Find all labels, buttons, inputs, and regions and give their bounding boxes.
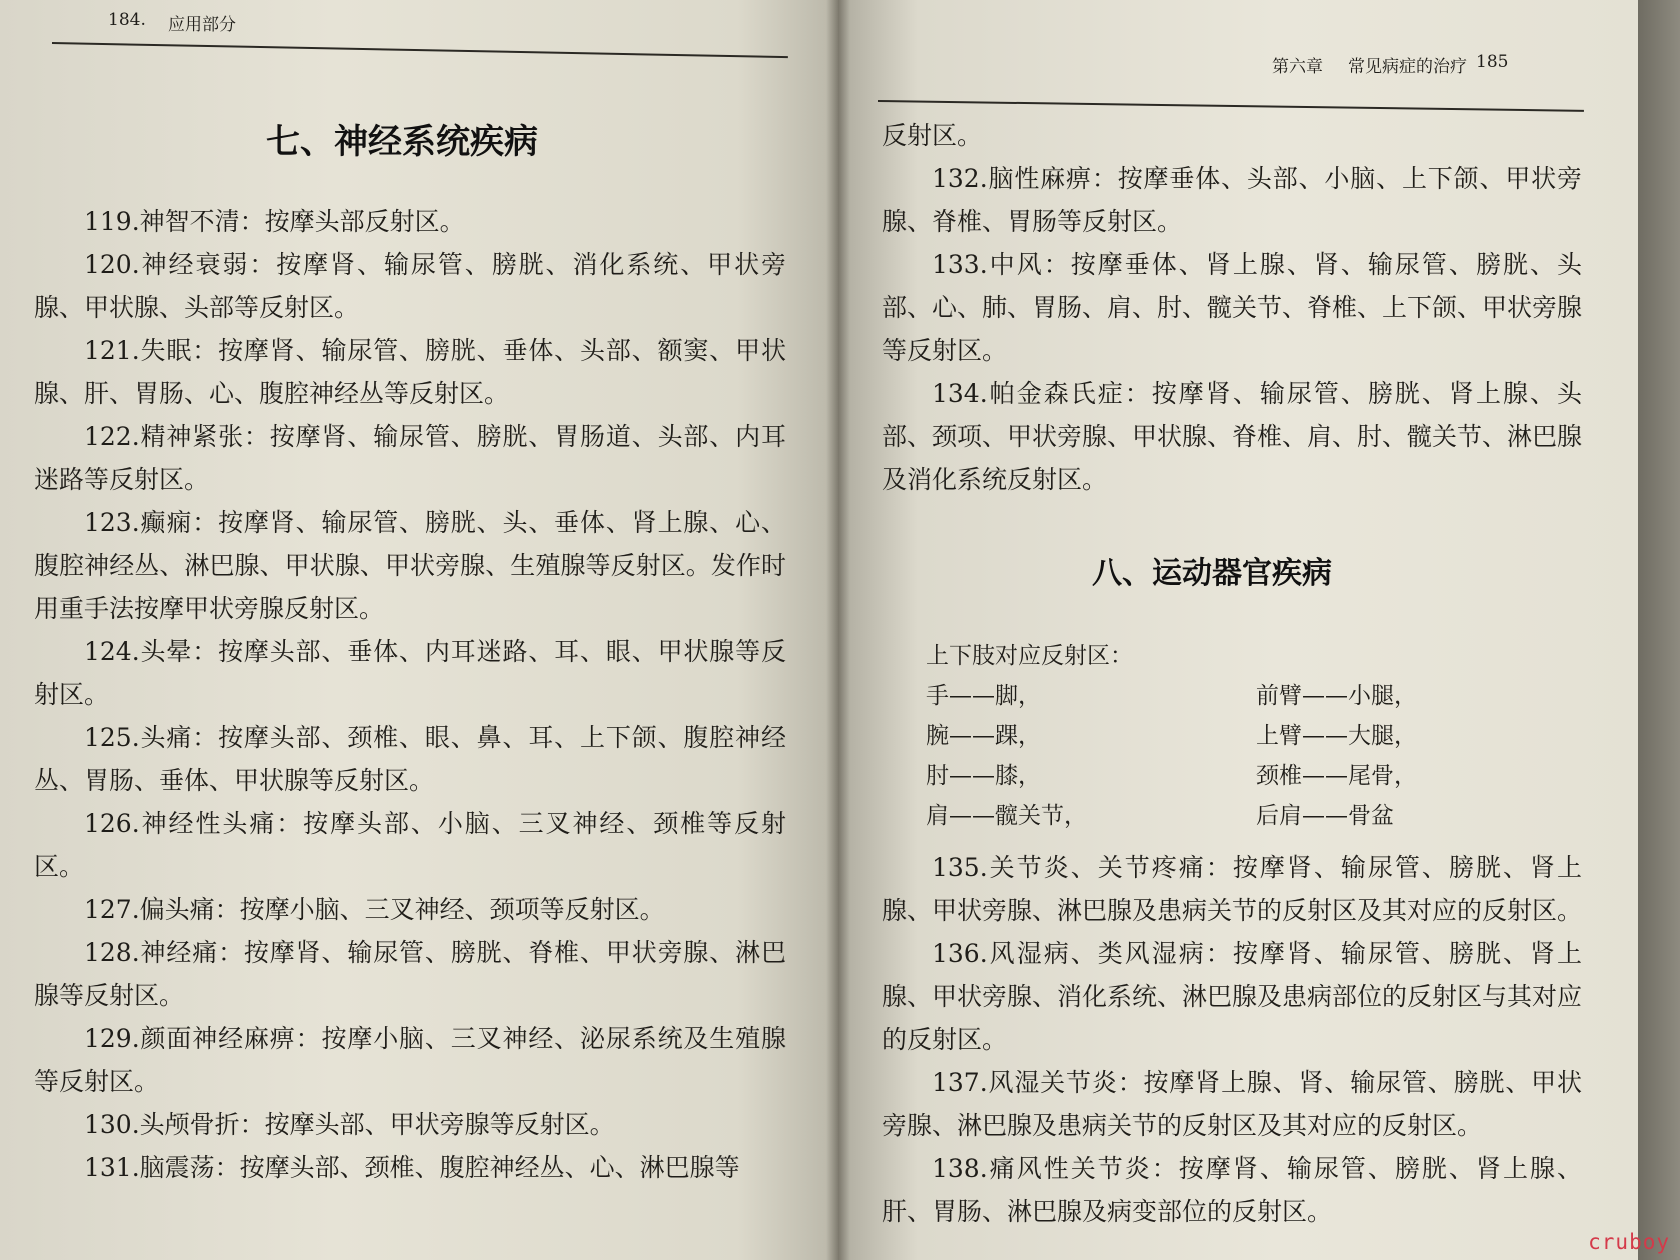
right-continuation	[882, 114, 1582, 157]
mapping-right: 颈椎——尾骨，	[1256, 763, 1417, 789]
entry-paragraph: 120.神经衰弱：按摩肾、输尿管、膀胱、消化系统、甲状旁腺、甲状腺、头部等反射区。	[34, 250, 786, 322]
entry-paragraph: 137.风湿关节炎：按摩肾上腺、肾、输尿管、膀胱、甲状旁腺、淋巴腺及患病关节的反射区及其对应的反射区。	[882, 1068, 1582, 1140]
entry-paragraph: 121.失眠：按摩肾、输尿管、膀胱、垂体、头部、额窦、甲状腺、肝、胃肠、心、腹腔神经丛等反射区。	[34, 336, 786, 408]
left-section-heading: 七、神经系统疾病	[266, 122, 538, 162]
right-entries-b	[882, 846, 1582, 1233]
left-running-header: 应用部分	[168, 15, 236, 35]
mapping-right: 上臂——大腿，	[1256, 723, 1417, 749]
mapping-right: 前臂——小腿，	[1256, 683, 1417, 709]
entry-paragraph: 136.风湿病、类风湿病：按摩肾、输尿管、膀胱、肾上腺、甲状旁腺、消化系统、淋巴腺及患病部位的反射区与其对应的反射区。	[882, 939, 1583, 1054]
entry-paragraph: 123.癫痫：按摩肾、输尿管、膀胱、头、垂体、肾上腺、心、腹腔神经丛、淋巴腺、甲状腺、甲状旁腺、生殖腺等反射区。发作时用重手法按摩甲状旁腺反射区。	[34, 508, 786, 623]
continuation-text: 反射区。	[882, 121, 983, 150]
entry-paragraph: 128.神经痛：按摩肾、输尿管、膀胱、脊椎、甲状旁腺、淋巴腺等反射区。	[34, 938, 786, 1010]
entry-paragraph: 133.中风：按摩垂体、肾上腺、肾、输尿管、膀胱、头部、心、肺、胃肠、肩、肘、髋关节、脊椎、上下颌、甲状旁腺等反射区。	[882, 250, 1583, 365]
entry-paragraph: 134.帕金森氏症：按摩肾、输尿管、膀胱、肾上腺、头部、颈项、甲状旁腺、甲状腺、脊椎、肩、肘、髋关节、淋巴腺及消化系统反射区。	[882, 379, 1583, 494]
mapping-right: 后肩——骨盆	[1256, 803, 1394, 829]
right-entries-a	[882, 157, 1582, 501]
right-chapter-title: 常见病症的治疗	[1348, 57, 1467, 77]
mapping-left: 腕——踝，	[926, 723, 1041, 749]
entry-paragraph: 132.脑性麻痹：按摩垂体、头部、小脑、上下颌、甲状旁腺、脊椎、胃肠等反射区。	[882, 164, 1582, 236]
entry-paragraph: 127.偏头痛：按摩小脑、三叉神经、颈项等反射区。	[84, 895, 665, 924]
left-header-rule	[52, 42, 788, 58]
right-header-rule	[878, 100, 1584, 112]
book-gutter	[826, 0, 850, 1260]
right-section-heading: 八、运动器官疾病	[1092, 556, 1332, 591]
mapping-title: 上下肢对应反射区：	[926, 643, 1133, 669]
entry-paragraph: 125.头痛：按摩头部、颈椎、眼、鼻、耳、上下颌、腹腔神经丛、胃肠、垂体、甲状腺等反射区。	[34, 723, 786, 795]
entry-paragraph: 119.神智不清：按摩头部反射区。	[84, 207, 465, 236]
entry-paragraph: 129.颜面神经麻痹：按摩小脑、三叉神经、泌尿系统及生殖腺等反射区。	[34, 1024, 786, 1096]
entry-paragraph: 138.痛风性关节炎：按摩肾、输尿管、膀胱、肾上腺、肝、胃肠、淋巴腺及病变部位的反射区。	[882, 1154, 1582, 1226]
right-chapter-number: 第六章	[1272, 57, 1323, 77]
entry-paragraph: 131.脑震荡：按摩头部、颈椎、腹腔神经丛、心、淋巴腺等	[84, 1153, 740, 1182]
entry-paragraph: 124.头晕：按摩头部、垂体、内耳迷路、耳、眼、甲状腺等反射区。	[34, 637, 786, 709]
right-page	[838, 0, 1638, 1260]
right-page-number: 185	[1476, 52, 1509, 72]
left-entries	[34, 200, 786, 1189]
entry-paragraph: 130.头颅骨折：按摩头部、甲状旁腺等反射区。	[84, 1110, 615, 1139]
mapping-left: 肘——膝，	[926, 763, 1041, 789]
left-page	[0, 0, 838, 1260]
entry-paragraph: 135.关节炎、关节疼痛：按摩肾、输尿管、膀胱、肾上腺、甲状旁腺、淋巴腺及患病关节的反射区及其对应的反射区。	[882, 853, 1583, 925]
left-page-number: 184.	[108, 10, 146, 30]
watermark: cruboy	[1588, 1230, 1670, 1254]
mapping-left: 肩——髋关节，	[926, 803, 1087, 829]
mapping-left: 手——脚，	[926, 683, 1041, 709]
page-edge	[1638, 0, 1680, 1260]
entry-paragraph: 126.神经性头痛：按摩头部、小脑、三叉神经、颈椎等反射区。	[34, 809, 786, 881]
entry-paragraph: 122.精神紧张：按摩肾、输尿管、膀胱、胃肠道、头部、内耳迷路等反射区。	[34, 422, 786, 494]
limb-mapping	[926, 636, 1526, 836]
